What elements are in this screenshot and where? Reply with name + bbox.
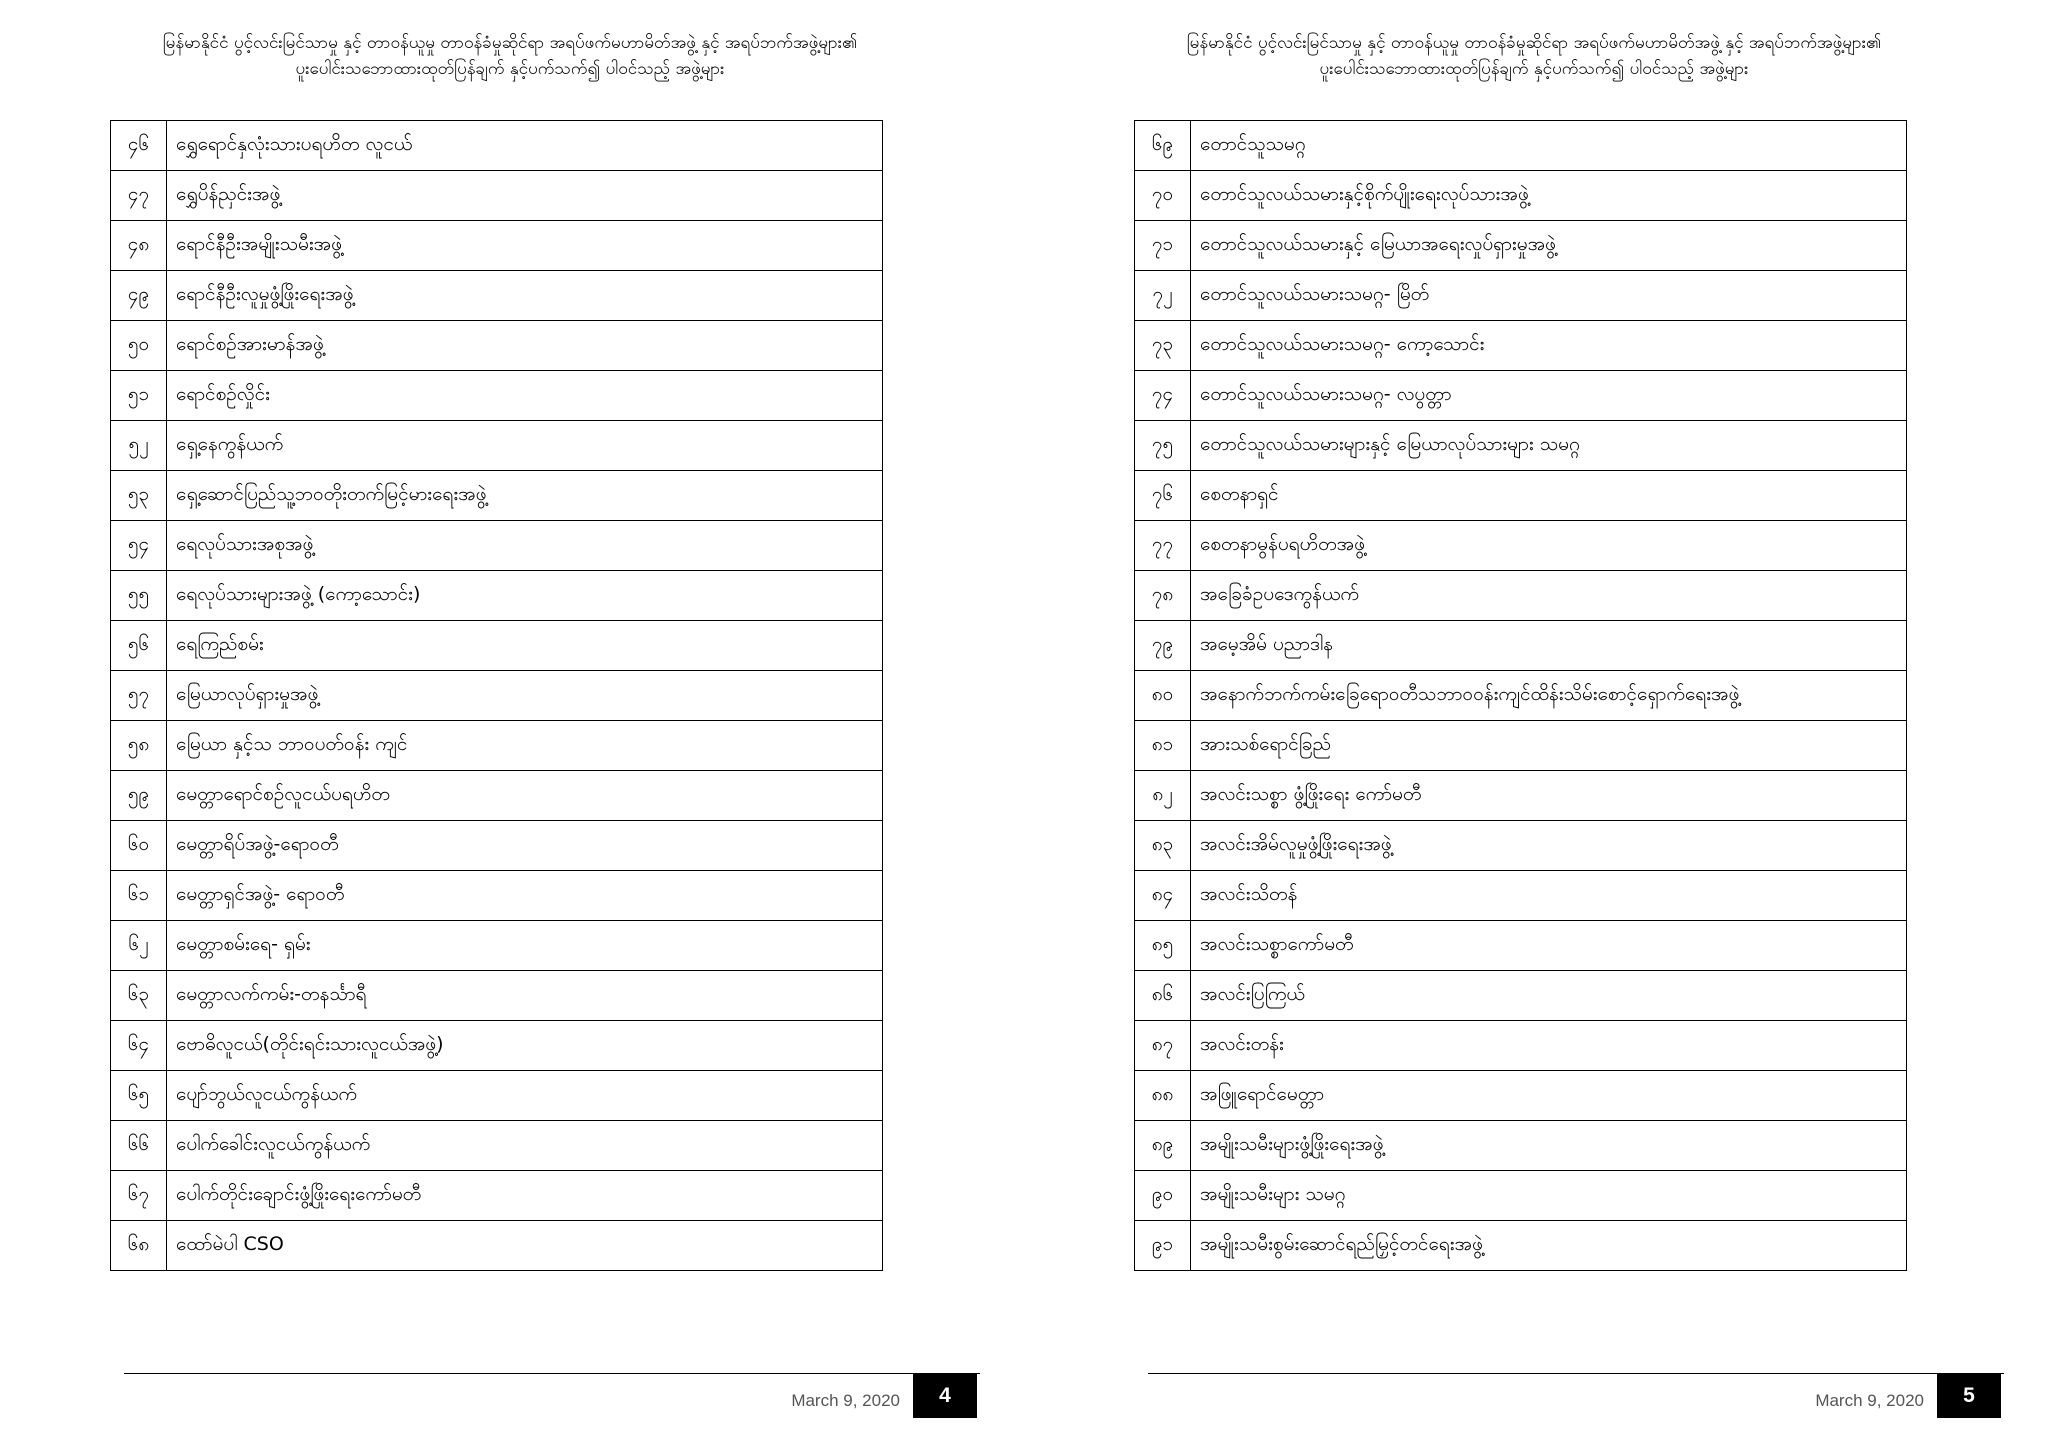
- table-row: [1135, 471, 1907, 521]
- table-row: [1135, 921, 1907, 971]
- organization-table: [1134, 120, 1907, 1271]
- organization-table: [110, 120, 883, 1271]
- row-number: ၈၇: [1135, 1021, 1191, 1071]
- table-row: [1135, 571, 1907, 621]
- row-number: ၆၈: [111, 1221, 167, 1271]
- organization-name: မေတ္တာစမ်းရေ- ရှမ်း: [167, 921, 883, 971]
- page-number: 4: [913, 1374, 977, 1418]
- row-number: ၅၄: [111, 521, 167, 571]
- row-number: ၄၇: [111, 171, 167, 221]
- table-row: [1135, 121, 1907, 171]
- organization-name: အလင်းသစ္စာကော်မတီ: [1191, 921, 1907, 971]
- table-row: [1135, 621, 1907, 671]
- footer-date: March 9, 2020: [1815, 1391, 1924, 1410]
- organization-name: အားသစ်ရောင်ခြည်: [1191, 721, 1907, 771]
- organization-name: တောင်သူသမဂ္ဂ: [1191, 121, 1907, 171]
- row-number: ၆၁: [111, 871, 167, 921]
- table-row: [1135, 721, 1907, 771]
- row-number: ၈၀: [1135, 671, 1191, 721]
- organization-name: အမျိုးသမီးများဖွံ့ဖြိုးရေးအဖွဲ့: [1191, 1121, 1907, 1171]
- table-row: [111, 371, 883, 421]
- organization-name: အလင်းအိမ်လူမှုဖွံ့ဖြိုးရေးအဖွဲ့: [1191, 821, 1907, 871]
- row-number: ၈၆: [1135, 971, 1191, 1021]
- organization-name: အမေ့အိမ် ပညာဒါန: [1191, 621, 1907, 671]
- row-number: ၅၈: [111, 721, 167, 771]
- table-row: [111, 1121, 883, 1171]
- table-row: [1135, 321, 1907, 371]
- organization-name: အခြေခံဥပဒေကွန်ယက်: [1191, 571, 1907, 621]
- row-number: ၈၂: [1135, 771, 1191, 821]
- organization-name: ရောင်စဉ်အားမာန်အဖွဲ့: [167, 321, 883, 371]
- table-row: [111, 171, 883, 221]
- table-row: [111, 221, 883, 271]
- row-number: ၄၉: [111, 271, 167, 321]
- row-number: ၇၇: [1135, 521, 1191, 571]
- organization-name: တောင်သူလယ်သမားသမဂ္ဂ- လပွတ္တာ: [1191, 371, 1907, 421]
- row-number: ၇၄: [1135, 371, 1191, 421]
- table-row: [111, 671, 883, 721]
- footer-date: March 9, 2020: [791, 1391, 900, 1410]
- organization-name: ဗောဓိလူငယ်(တိုင်းရင်းသားလူငယ်အဖွဲ့): [167, 1021, 883, 1071]
- organization-name: ရောင်နီဦးအမျိုးသမီးအဖွဲ့: [167, 221, 883, 271]
- table-row: [1135, 771, 1907, 821]
- organization-name: တောင်သူလယ်သမားသမဂ္ဂ- ကော့သောင်း: [1191, 321, 1907, 371]
- organization-name: အမျိုးသမီးများ သမဂ္ဂ: [1191, 1171, 1907, 1221]
- row-number: ၄၆: [111, 121, 167, 171]
- row-number: ၅၅: [111, 571, 167, 621]
- organization-name: အလင်းသိတန်: [1191, 871, 1907, 921]
- table-row: [1135, 1171, 1907, 1221]
- row-number: ၈၃: [1135, 821, 1191, 871]
- table-row: [1135, 1121, 1907, 1171]
- table-row: [1135, 971, 1907, 1021]
- organization-name: မေတ္တာရိပ်အဖွဲ့-ရောဝတီ: [167, 821, 883, 871]
- table-row: [111, 871, 883, 921]
- table-row: [111, 921, 883, 971]
- table-row: [111, 571, 883, 621]
- organization-name: ပေါက်တိုင်းချောင်းဖွံ့ဖြိုးရေးကော်မတီ: [167, 1171, 883, 1221]
- row-number: ၅၆: [111, 621, 167, 671]
- row-number: ၅၉: [111, 771, 167, 821]
- organization-name: တောင်သူလယ်သမားသမဂ္ဂ- မြိတ်: [1191, 271, 1907, 321]
- row-number: ၇၁: [1135, 221, 1191, 271]
- row-number: ၆၄: [111, 1021, 167, 1071]
- organization-name: အလင်းပြကြယ်: [1191, 971, 1907, 1021]
- table-row: [111, 1221, 883, 1271]
- footer-divider: [124, 1373, 980, 1374]
- header-line-2: ပူးပေါင်းသဘောထားထုတ်ပြန်ချက် နှင့်ပက်သက်၍ ပါဝင်သည့် အဖွဲ့များ: [1319, 59, 1749, 79]
- table-row: [1135, 421, 1907, 471]
- table-row: [111, 471, 883, 521]
- table-row: [111, 271, 883, 321]
- organization-name: မြေယာလုပ်ရှားမှုအဖွဲ့: [167, 671, 883, 721]
- row-number: ၆၃: [111, 971, 167, 1021]
- row-number: ၄၈: [111, 221, 167, 271]
- organization-name: ပေါက်ခေါင်းလူငယ်ကွန်ယက်: [167, 1121, 883, 1171]
- organization-name: ရောင်နီဦးလူမှုဖွံ့ဖြိုးရေးအဖွဲ့: [167, 271, 883, 321]
- organization-name: တောင်သူလယ်သမားနှင့်စိုက်ပျိုးရေးလုပ်သားအဖွဲ့: [1191, 171, 1907, 221]
- organization-name: ရေလုပ်သားအစုအဖွဲ့: [167, 521, 883, 571]
- row-number: ၅၀: [111, 321, 167, 371]
- organization-name: မေတ္တာလက်ကမ်း-တနင်္သာရီ: [167, 971, 883, 1021]
- row-number: ၆၆: [111, 1121, 167, 1171]
- table-row: [111, 521, 883, 571]
- row-number: ၈၉: [1135, 1121, 1191, 1171]
- row-number: ၈၅: [1135, 921, 1191, 971]
- table-row: [111, 421, 883, 471]
- organization-name: အဖြူရောင်မေတ္တာ: [1191, 1071, 1907, 1121]
- organization-name: ရွှေပိန်ညှင်းအဖွဲ့: [167, 171, 883, 221]
- row-number: ၇၆: [1135, 471, 1191, 521]
- row-number: ၇၉: [1135, 621, 1191, 671]
- page-right: [1024, 0, 2048, 1448]
- organization-name: အလင်းသစ္စာ ဖွံ့ဖြိုးရေး ကော်မတီ: [1191, 771, 1907, 821]
- table-row: [1135, 221, 1907, 271]
- table-row: [111, 1071, 883, 1121]
- organization-name: ရွှေရောင်နှလုံးသားပရဟိတ လူငယ်: [167, 121, 883, 171]
- organization-name: ရေလုပ်သားများအဖွဲ့ (ကော့သောင်း): [167, 571, 883, 621]
- page-number: 5: [1937, 1374, 2001, 1418]
- table-row: [1135, 821, 1907, 871]
- organization-name: တောင်သူလယ်သမားနှင့် မြေယာအရေးလှုပ်ရှားမှုအဖွဲ့: [1191, 221, 1907, 271]
- footer-divider: [1148, 1373, 2004, 1374]
- table-row: [1135, 521, 1907, 571]
- table-row: [111, 971, 883, 1021]
- header-line-1: မြန်မာနိုင်ငံ ပွင့်လင်းမြင်သာမှု နှင့် တာဝန်ယူမှု တာဝန်ခံမှုဆိုင်ရာ အရပ်ဖက်မဟာမိတ်အဖွဲ့ နှင့် အရပ်ဘက်အဖွဲ့များ၏: [1186, 33, 1882, 53]
- row-number: ၆၂: [111, 921, 167, 971]
- table-row: [1135, 871, 1907, 921]
- table-row: [1135, 1221, 1907, 1271]
- page-header: [1134, 30, 1934, 82]
- organization-name: ရှေ့နေကွန်ယက်: [167, 421, 883, 471]
- organization-name: စေတနာရှင်: [1191, 471, 1907, 521]
- organization-name: မေတ္တာရှင်အဖွဲ့- ရောဝတီ: [167, 871, 883, 921]
- row-number: ၆၀: [111, 821, 167, 871]
- organization-name: စေတနာမွန်ပရဟိတအဖွဲ့: [1191, 521, 1907, 571]
- row-number: ၆၉: [1135, 121, 1191, 171]
- header-line-1: မြန်မာနိုင်ငံ ပွင့်လင်းမြင်သာမှု နှင့် တာဝန်ယူမှု တာဝန်ခံမှုဆိုင်ရာ အရပ်ဖက်မဟာမိတ်အဖွဲ့ နှင့် အရပ်ဘက်အဖွဲ့များ၏: [162, 33, 858, 53]
- organization-name: တောင်သူလယ်သမားများနှင့် မြေယာလုပ်သားများ သမဂ္ဂ: [1191, 421, 1907, 471]
- row-number: ၉၀: [1135, 1171, 1191, 1221]
- organization-name: အမျိုးသမီးစွမ်းဆောင်ရည်မြှင့်တင်ရေးအဖွဲ့: [1191, 1221, 1907, 1271]
- table-row: [111, 121, 883, 171]
- row-number: ၅၂: [111, 421, 167, 471]
- table-row: [111, 821, 883, 871]
- row-number: ၇၈: [1135, 571, 1191, 621]
- row-number: ၆၇: [111, 1171, 167, 1221]
- organization-name: အလင်းတန်း: [1191, 1021, 1907, 1071]
- row-number: ၈၁: [1135, 721, 1191, 771]
- table-row: [111, 721, 883, 771]
- header-line-2: ပူးပေါင်းသဘောထားထုတ်ပြန်ချက် နှင့်ပက်သက်၍ ပါဝင်သည့် အဖွဲ့များ: [295, 59, 725, 79]
- table-row: [111, 621, 883, 671]
- row-number: ၅၁: [111, 371, 167, 421]
- organization-name: ပျော်ဘွယ်လူငယ်ကွန်ယက်: [167, 1071, 883, 1121]
- row-number: ၈၈: [1135, 1071, 1191, 1121]
- row-number: ၈၄: [1135, 871, 1191, 921]
- row-number: ၆၅: [111, 1071, 167, 1121]
- table-row: [1135, 1021, 1907, 1071]
- table-row: [111, 771, 883, 821]
- organization-name: ထော်မဲပါ CSO: [167, 1221, 883, 1271]
- table-row: [1135, 371, 1907, 421]
- organization-name: ရှေ့ဆောင်ပြည်သူ့ဘဝတိုးတက်မြင့်မားရေးအဖွဲ့: [167, 471, 883, 521]
- row-number: ၅၃: [111, 471, 167, 521]
- table-row: [111, 1171, 883, 1221]
- table-row: [1135, 671, 1907, 721]
- table-row: [1135, 1071, 1907, 1121]
- table-row: [1135, 271, 1907, 321]
- table-row: [1135, 171, 1907, 221]
- page-header: [110, 30, 910, 82]
- row-number: ၇၅: [1135, 421, 1191, 471]
- row-number: ၉၁: [1135, 1221, 1191, 1271]
- organization-name: ရောင်စဉ်လှိုင်း: [167, 371, 883, 421]
- row-number: ၇၀: [1135, 171, 1191, 221]
- table-row: [111, 321, 883, 371]
- table-row: [111, 1021, 883, 1071]
- row-number: ၅၇: [111, 671, 167, 721]
- row-number: ၇၂: [1135, 271, 1191, 321]
- organization-name: ရေကြည်စမ်း: [167, 621, 883, 671]
- row-number: ၇၃: [1135, 321, 1191, 371]
- organization-name: မြေယာ နှင့်သ ဘာဝပတ်ဝန်း ကျင်: [167, 721, 883, 771]
- organization-name: မေတ္တာရောင်စဉ်လူငယ်ပရဟိတ: [167, 771, 883, 821]
- organization-name: အနောက်ဘက်ကမ်းခြေရောဝတီသဘာဝဝန်းကျင်ထိန်းသိမ်းစောင့်ရှောက်ရေးအဖွဲ့: [1191, 671, 1907, 721]
